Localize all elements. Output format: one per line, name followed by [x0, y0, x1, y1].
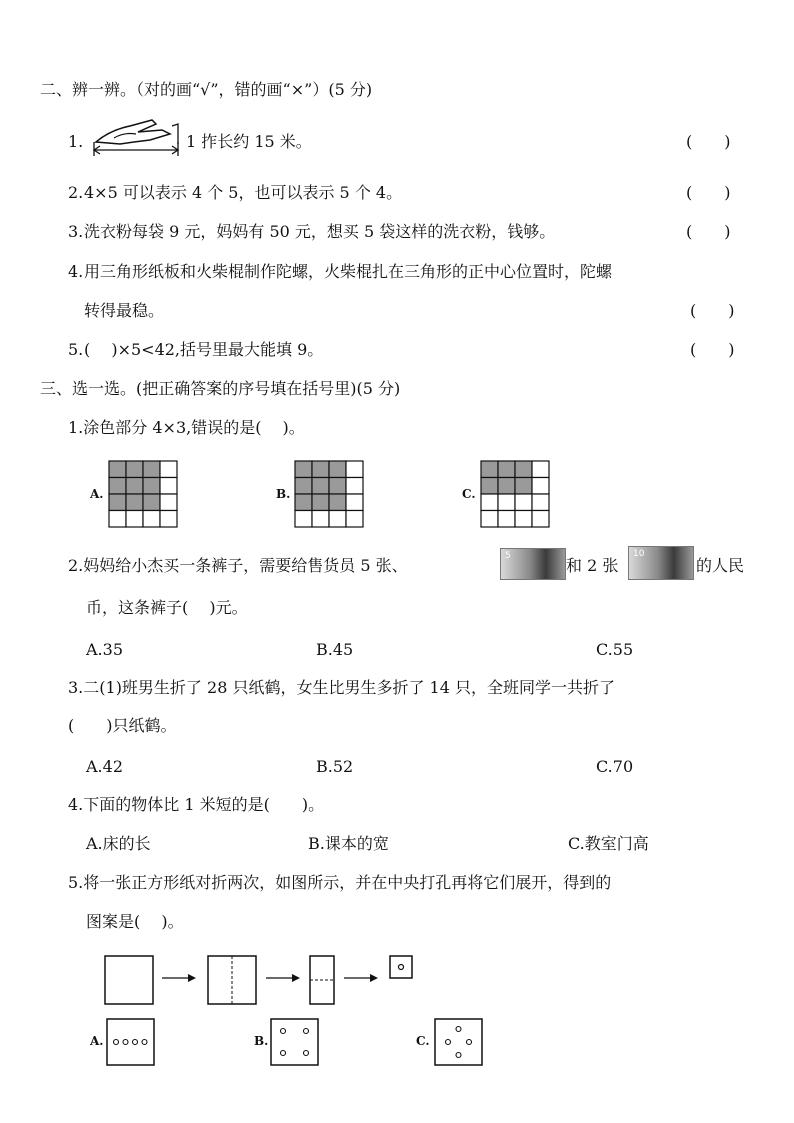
empty-cell — [481, 494, 498, 511]
ten-yuan-note-value: 10 — [633, 549, 645, 559]
shaded-cell — [515, 461, 532, 478]
empty-cell — [160, 461, 177, 478]
q5-text: 5.将一张正方形纸对折两次，如图所示，并在中央打孔再将它们展开，得到的 — [68, 873, 612, 892]
shaded-cell — [109, 478, 126, 495]
empty-cell — [346, 461, 363, 478]
item-4-text-line2: 转得最稳。 — [84, 301, 165, 320]
folding-steps-diagram — [100, 950, 420, 1010]
shaded-cell — [143, 494, 160, 511]
q2-text-part1: 2.妈妈给小杰买一条裤子，需要给售货员 5 张、 — [68, 556, 408, 575]
shaded-cell — [329, 478, 346, 495]
shaded-cell — [126, 494, 143, 511]
section-3-title: 三、选一选。(把正确答案的序号填在括号里)(5 分) — [40, 379, 401, 398]
empty-cell — [498, 511, 515, 528]
shaded-cell — [498, 478, 515, 495]
shaded-cell — [143, 478, 160, 495]
shaded-cell — [295, 478, 312, 495]
empty-cell — [329, 511, 346, 528]
q1-option-b-label: B. — [276, 487, 291, 501]
shaded-cell — [126, 461, 143, 478]
q1-option-b-grid[interactable] — [294, 460, 364, 527]
q4-option-b[interactable]: B.课本的宽 — [308, 834, 389, 853]
empty-cell — [532, 511, 549, 528]
shaded-cell — [329, 494, 346, 511]
empty-cell — [532, 494, 549, 511]
q2-text-part3: 的人民 — [696, 556, 745, 575]
item-4-answer-paren[interactable]: ( ) — [690, 301, 735, 320]
section-2-title: 二、辨一辨。（对的画“√”，错的画“×”）(5 分) — [40, 80, 373, 99]
shaded-cell — [515, 478, 532, 495]
empty-cell — [295, 511, 312, 528]
shaded-cell — [295, 461, 312, 478]
q5-option-b-pattern[interactable] — [270, 1018, 320, 1066]
item-1-number: 1. — [68, 132, 84, 151]
q1-text: 1.涂色部分 4×3,错误的是( )。 — [68, 418, 305, 437]
item-3-answer-paren[interactable]: ( ) — [686, 222, 731, 241]
empty-cell — [346, 494, 363, 511]
shaded-cell — [312, 461, 329, 478]
q3-text: 3.二(1)班男生折了 28 只纸鹤，女生比男生多折了 14 只，全班同学一共折了 — [68, 678, 615, 697]
q3-option-c[interactable]: C.70 — [596, 757, 634, 776]
empty-cell — [160, 478, 177, 495]
q1-option-a-grid[interactable] — [108, 460, 178, 527]
shaded-cell — [109, 494, 126, 511]
item-1-answer-paren[interactable]: ( ) — [686, 132, 731, 151]
five-yuan-note-icon — [500, 548, 566, 580]
empty-cell — [515, 511, 532, 528]
q5-option-a-pattern[interactable] — [106, 1018, 156, 1066]
q5-option-b-label: B. — [254, 1034, 269, 1048]
shaded-cell — [312, 494, 329, 511]
q2-option-c[interactable]: C.55 — [596, 640, 634, 659]
q5-option-c-pattern[interactable] — [434, 1018, 484, 1066]
item-2-text: 4×5 可以表示 4 个 5，也可以表示 5 个 4。 — [84, 183, 403, 202]
q4-text: 4.下面的物体比 1 米短的是( )。 — [68, 795, 325, 814]
shaded-cell — [481, 478, 498, 495]
item-2-number: 2. — [68, 183, 84, 202]
empty-cell — [346, 511, 363, 528]
q5-option-a-label: A. — [90, 1034, 104, 1048]
item-4-text: 用三角形纸板和火柴棍制作陀螺，火柴棍扎在三角形的正中心位置时，陀螺 — [84, 262, 613, 281]
q2-option-a[interactable]: A.35 — [86, 640, 123, 659]
q2-text-line2: 币，这条裤子( )元。 — [86, 598, 248, 617]
empty-cell — [498, 494, 515, 511]
q4-option-c[interactable]: C.教室门高 — [568, 834, 649, 853]
hand-span-icon — [90, 116, 185, 158]
shaded-cell — [481, 461, 498, 478]
item-5-answer-paren[interactable]: ( ) — [690, 340, 735, 359]
empty-cell — [126, 511, 143, 528]
shaded-cell — [329, 461, 346, 478]
shaded-cell — [109, 461, 126, 478]
q1-option-a-label: A. — [90, 487, 104, 501]
item-3-text: 洗衣粉每袋 9 元，妈妈有 50 元，想买 5 袋这样的洗衣粉，钱够。 — [84, 222, 556, 241]
q3-option-b[interactable]: B.52 — [316, 757, 354, 776]
q5-text-line2: 图案是( )。 — [86, 912, 184, 931]
empty-cell — [109, 511, 126, 528]
shaded-cell — [498, 461, 515, 478]
q1-option-c-grid[interactable] — [480, 460, 550, 527]
shaded-cell — [143, 461, 160, 478]
ten-yuan-note-icon — [628, 546, 694, 580]
q2-option-b[interactable]: B.45 — [316, 640, 354, 659]
empty-cell — [481, 511, 498, 528]
q5-option-c-label: C. — [416, 1034, 430, 1048]
q3-option-a[interactable]: A.42 — [86, 757, 123, 776]
shaded-cell — [312, 478, 329, 495]
q1-option-c-label: C. — [462, 487, 476, 501]
item-4-number: 4. — [68, 262, 84, 281]
item-2-answer-paren[interactable]: ( ) — [686, 183, 731, 202]
q4-option-a[interactable]: A.床的长 — [86, 834, 151, 853]
empty-cell — [160, 511, 177, 528]
five-yuan-note-value: 5 — [505, 551, 511, 561]
empty-cell — [143, 511, 160, 528]
q3-text-line2: ( )只纸鹤。 — [68, 716, 177, 735]
empty-cell — [532, 461, 549, 478]
item-1-text: 1 拃长约 15 米。 — [186, 132, 312, 151]
q2-text-part2: 和 2 张 — [566, 556, 619, 575]
shaded-cell — [126, 478, 143, 495]
item-5-number: 5. — [68, 340, 84, 359]
item-3-number: 3. — [68, 222, 84, 241]
empty-cell — [160, 494, 177, 511]
empty-cell — [312, 511, 329, 528]
shaded-cell — [295, 494, 312, 511]
item-5-text: ( )×5<42,括号里最大能填 9。 — [84, 340, 324, 359]
empty-cell — [346, 478, 363, 495]
empty-cell — [515, 494, 532, 511]
empty-cell — [532, 478, 549, 495]
